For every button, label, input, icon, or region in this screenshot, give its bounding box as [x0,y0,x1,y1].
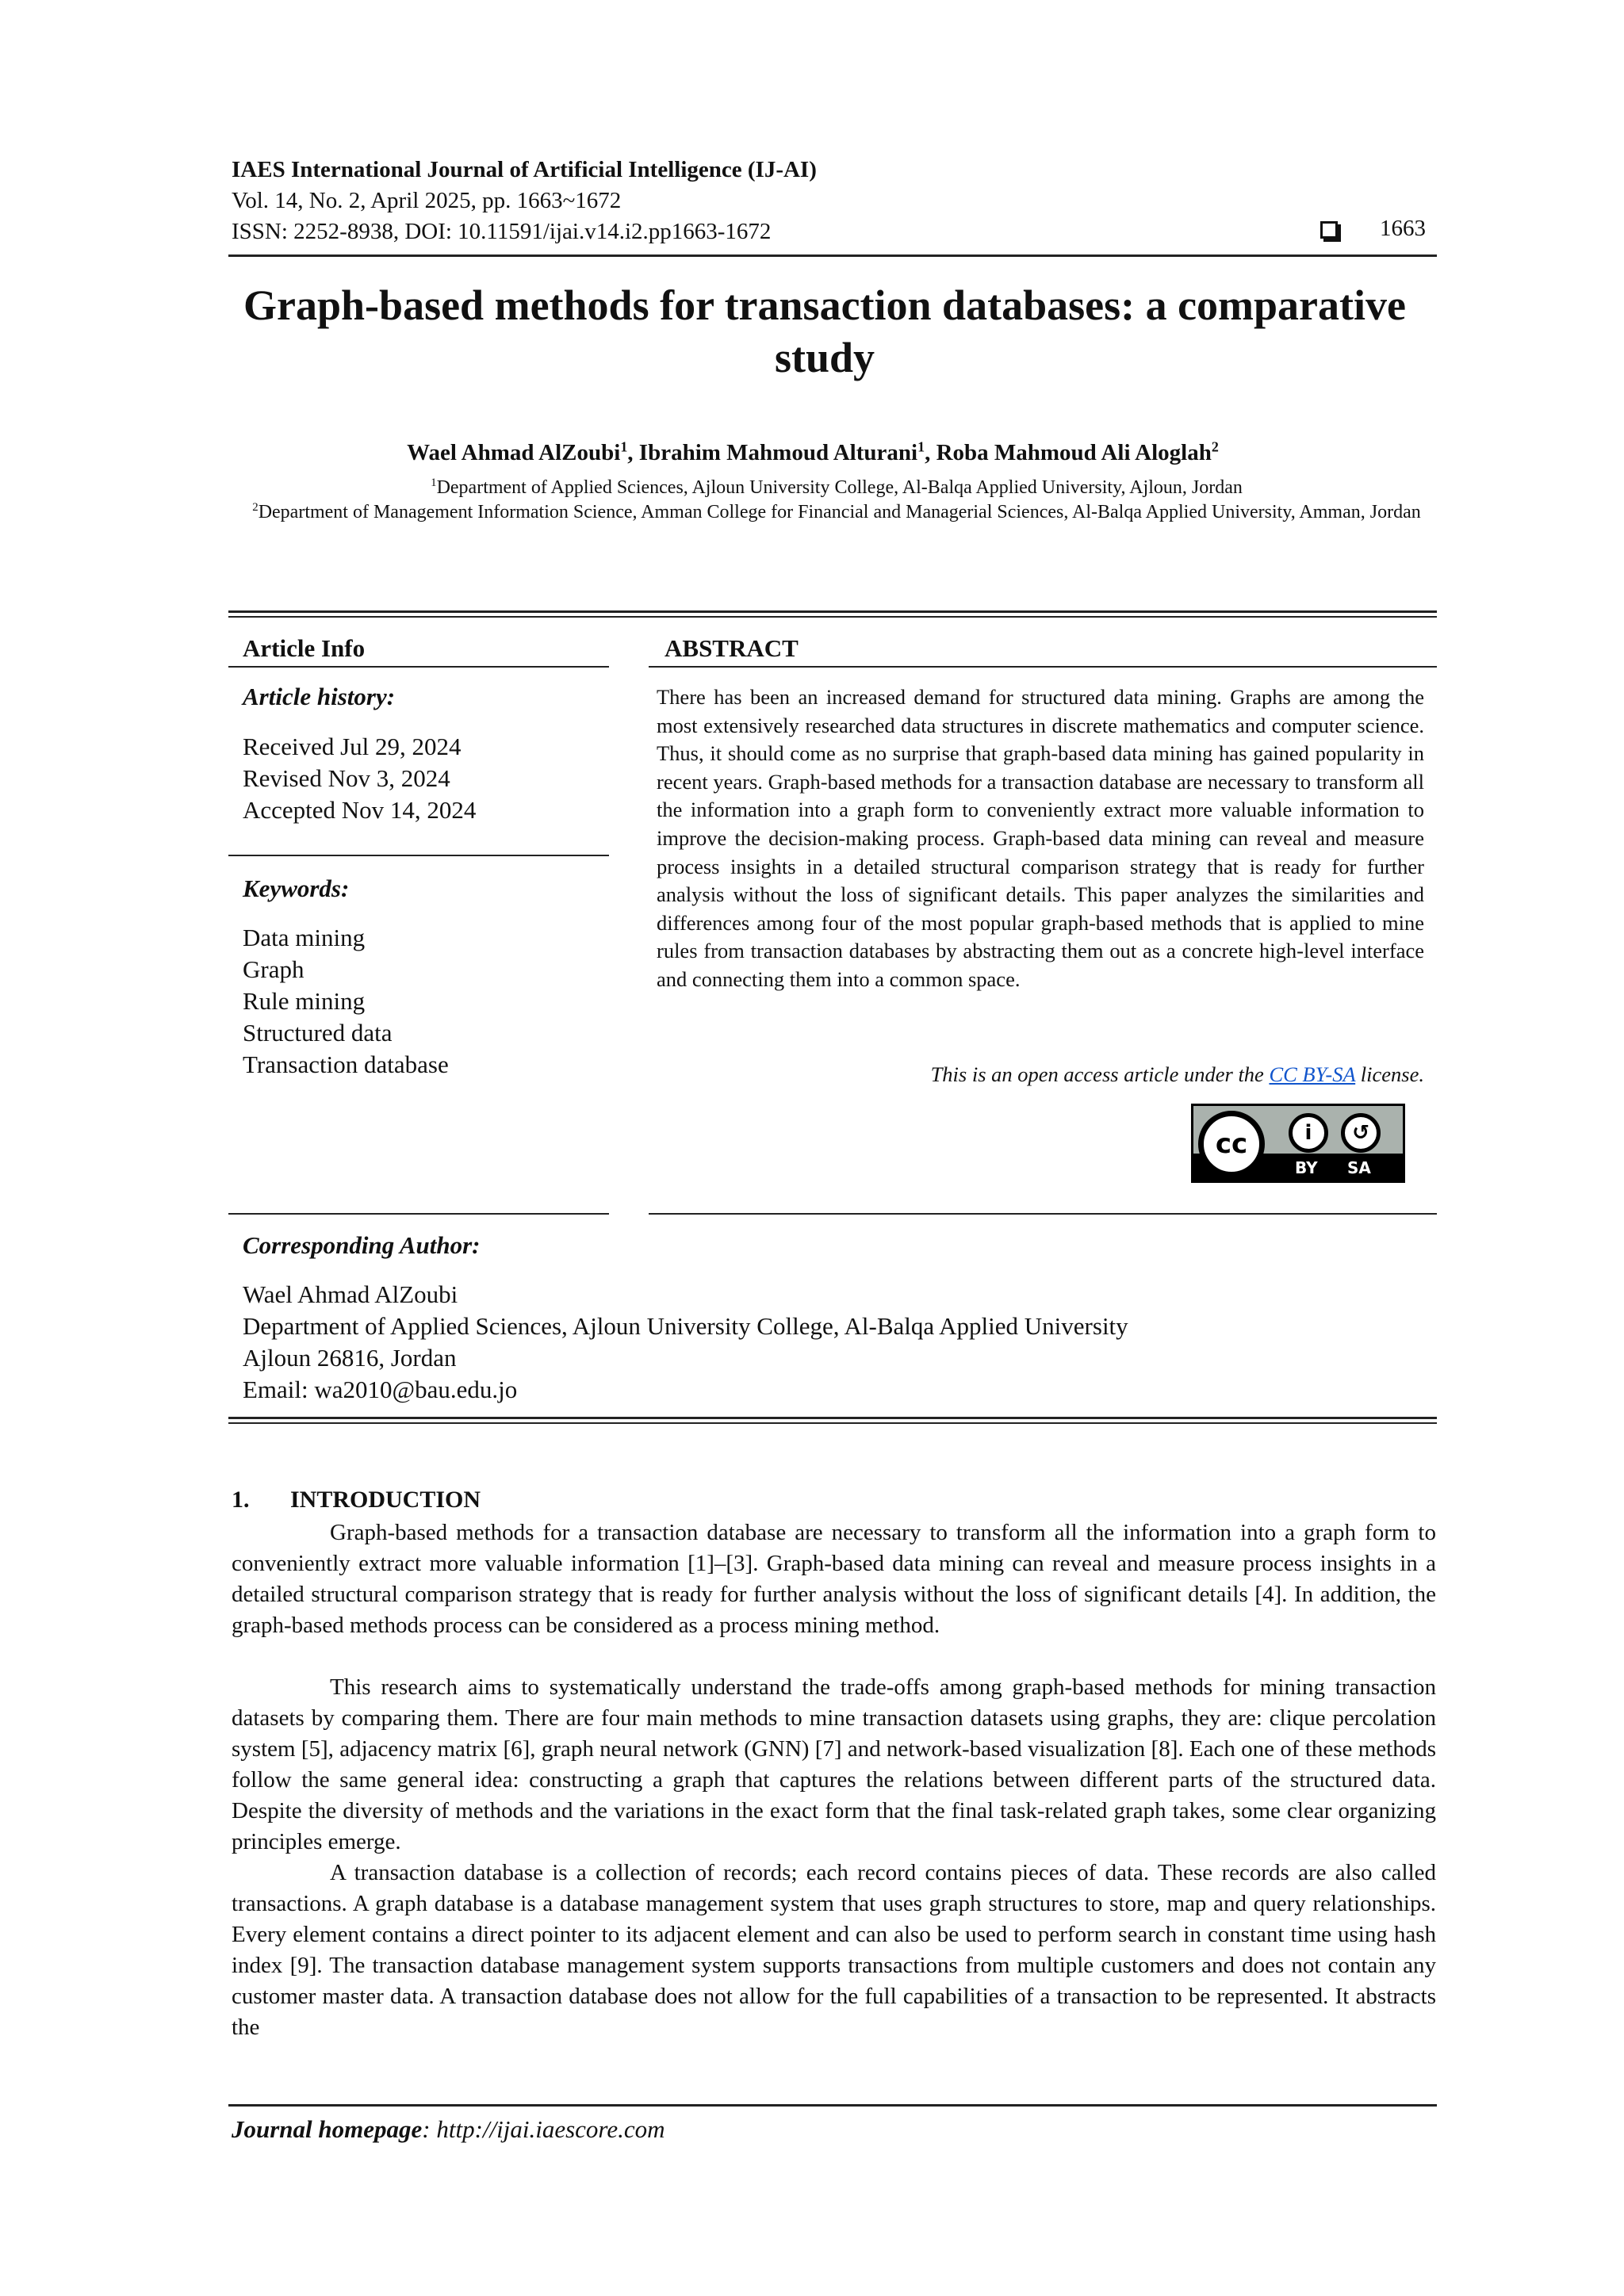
journal-name: IAES International Journal of Artificial Intelligence (IJ-AI) [232,157,817,182]
keyword-item: Data mining [243,924,366,951]
history-rule [228,855,609,856]
article-history-heading: Article history: [243,683,396,710]
license-line [657,1062,1424,1087]
share-alike-icon: ↺ [1341,1113,1381,1153]
homepage-label: Journal homepage [232,2115,423,2143]
section-rule-top [228,610,1437,613]
intro-heading: INTRODUCTION [290,1487,481,1513]
abstract-bottom-rule [649,1213,1437,1215]
license-suffix: license. [1355,1062,1424,1086]
affiliation-text: Department of Management Information Science, Amman College for Financial and Managerial Sciences, Al-Balqa Applied University, Amman, Jordan [258,502,1421,522]
intro-paragraph-2: This research aims to systematically understand the trade-offs among graph-based methods for mining transaction datasets by comparing them. There are four main methods to mine transaction datasets using graphs, they are: clique percolation system [5], adjacency matrix [6], graph neural network (GNN) [7] and network-based visualization [8]. Each one of these methods follow the same general idea: constructing a graph that captures the relations between different parts of the structured data. Despite the diversity of methods and the variations in the exact form that the final task-related graph takes, some clear organizing principles emerge. [232,1674,1436,1854]
keywords-rule [228,1213,609,1215]
footer-rule [228,2104,1437,2107]
keywords-heading: Keywords: [243,874,350,902]
cc-by-sa-badge[interactable] [1191,1104,1405,1183]
corresponding-department: Department of Applied Sciences, Ajloun University College, Al-Balqa Applied University [243,1312,1128,1340]
intro-paragraph-3: A transaction database is a collection of records; each record contains pieces of data. These records are also called transactions. A graph database is a database management system that uses graph structures to store, map and query relationships. Every element contains a direct pointer to its adjacent element and can also be used to perform search in constant time using hash index [9]. The transaction database management system supports transactions from multiple customers and does not contain any customer master data. A transaction database does not allow for the full capabilities of a transaction to be represented. It abstracts the [232,1860,1436,2040]
corresponding-address: Ajloun 26816, Jordan [243,1344,457,1372]
header-rule [228,254,1437,257]
abstract-text: There has been an increased demand for structured data mining. Graphs are among the most extensively researched data structures in discrete mathematics and computer science. Thus, it should come as no surprise that graph-based data mining has gained popularity in recent years. Graph-based methods for a transaction database are necessary to transform all the information into a graph form to conveniently extract more valuable information to improve the decision-making process. Graph-based data mining can reveal and measure process insights in a detailed structural comparison strategy that is ready for further analysis without the loss of significant details. This paper analyzes the similarities and differences among four of the most popular graph-based methods that is applied to mine rules from transaction databases by abstracting them out as a concrete high-level interface and connecting them into a common space. [657,685,1424,991]
abstract-heading: ABSTRACT [665,634,799,662]
keyword-item: Structured data [243,1019,393,1047]
affiliation-sup: 1 [431,476,437,489]
author-list: Wael Ahmad AlZoubi$^1$, Ibrahim Mahmoud Alturani$^1$, Roba Mahmoud Ali Aloglah$^2$ [407,438,1219,465]
author-name: Roba Mahmoud Ali Aloglah [936,440,1212,465]
abstract-rule [649,666,1437,668]
author-sup: 1 [917,438,925,455]
affiliation-text: Department of Applied Sciences, Ajloun University College, Al-Balqa Applied University, Ajloun, Jordan [436,477,1243,498]
author-name: Ibrahim Mahmoud Alturani [638,440,918,465]
intro-heading-number: 1. [232,1487,250,1513]
revised-date: Revised Nov 3, 2024 [243,764,450,792]
person-icon: i [1289,1113,1328,1153]
article-info-heading: Article Info [243,634,366,662]
author-sup: 2 [1211,438,1219,455]
paper-title: Graph-based methods for transaction databases: a comparative study [243,281,1406,381]
affiliation-sup: 2 [252,501,259,514]
corresponding-name: Wael Ahmad AlZoubi [243,1280,458,1308]
journal-homepage [232,2115,665,2144]
cc-icon: cc [1198,1111,1265,1177]
badge-by-label: BY [1295,1158,1318,1177]
keyword-item: Transaction database [243,1050,449,1078]
section-rule-bottom-2 [228,1422,1437,1424]
corresponding-heading: Corresponding Author: [243,1231,481,1259]
homepage-url[interactable]: : http://ijai.iaescore.com [422,2115,665,2143]
license-link[interactable]: CC BY-SA [1269,1062,1356,1086]
accepted-date: Accepted Nov 14, 2024 [243,796,477,824]
affiliation-2 [230,500,1443,525]
article-info-rule [228,666,609,668]
issn-doi: ISSN: 2252-8938, DOI: 10.11591/ijai.v14.i2.pp1663-1672 [232,219,772,244]
section-rule-bottom [228,1417,1437,1419]
badge-sa-label: SA [1347,1158,1371,1177]
received-date: Received Jul 29, 2024 [243,733,462,760]
section-rule-top-2 [228,616,1437,618]
intro-paragraph-1: Graph-based methods for a transaction database are necessary to transform all the information into a graph form to conveniently extract more valuable information [1]–[3]. Graph-based data mining can reveal and measure process insights in a detailed structural comparison strategy that is ready for further analysis without the loss of significant details [4]. In addition, the graph-based methods process can be considered as a process mining method. [232,1520,1436,1638]
keyword-item: Graph [243,955,304,983]
author-sup: 1 [620,438,628,455]
page-box-icon [1320,221,1338,239]
page-number: 1663 [1380,216,1426,241]
volume-info: Vol. 14, No. 2, April 2025, pp. 1663~1672 [232,188,622,213]
corresponding-email: Email: wa2010@bau.edu.jo [243,1376,518,1403]
license-prefix: This is an open access article under the [930,1062,1270,1086]
affiliation-1 [230,476,1443,500]
author-name: Wael Ahmad AlZoubi [407,440,621,465]
keyword-item: Rule mining [243,987,366,1015]
